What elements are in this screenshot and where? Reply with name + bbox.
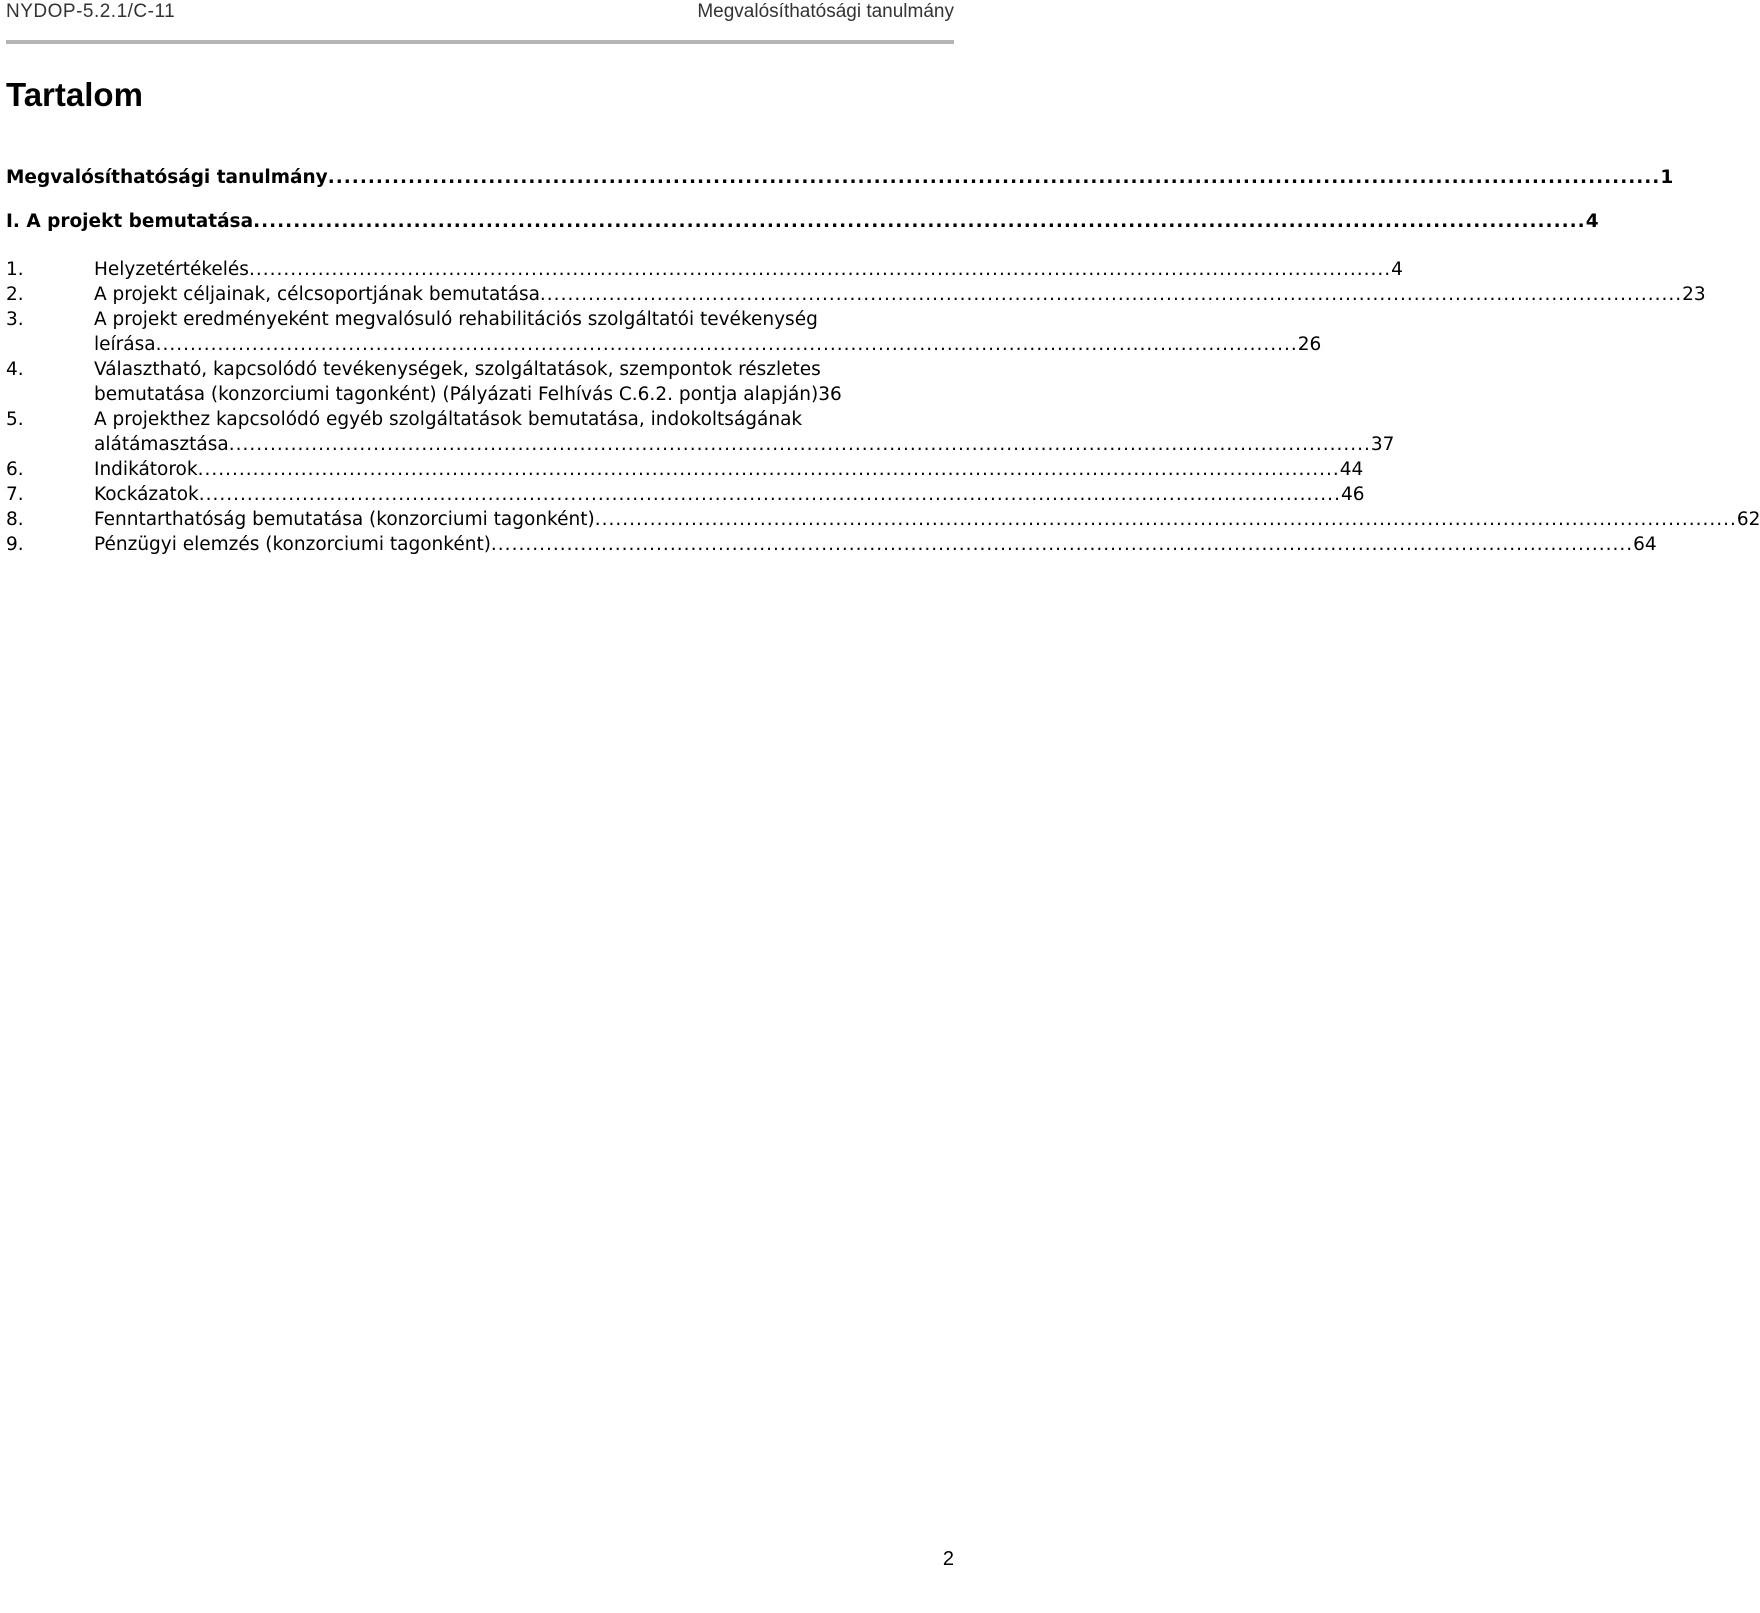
toc-page-number: 26 <box>1297 334 1322 355</box>
toc-page-number: 64 <box>1633 534 1657 555</box>
toc-page-number: 23 <box>1682 284 1706 305</box>
toc-leader-dots: ...................................................................................................................................................................... <box>228 434 1371 455</box>
toc-page-number: 1 <box>1660 167 1674 188</box>
document-code: NYDOP-5.2.1/C-11 <box>6 1 176 22</box>
toc-leader-dots: ...................................................................................................................................................................... <box>594 509 1737 530</box>
toc-page-number: 4 <box>1391 259 1403 280</box>
toc-page-number: 62 <box>1736 509 1760 530</box>
toc-entry-4[interactable] <box>6 357 954 382</box>
toc-entry-text: Fenntarthatóság bemutatása (konzorciumi tagonként) <box>94 509 595 530</box>
toc-entry-5[interactable] <box>6 407 954 432</box>
toc-leader-dots: ...................................................................................................................................................................... <box>198 484 1341 505</box>
toc-entry-9[interactable] <box>6 532 1657 557</box>
toc-entry-text: A projekt eredményeként megvalósuló rehabilitációs szolgáltatói tevékenység <box>94 309 818 330</box>
toc-entry-number: 1. <box>6 259 24 280</box>
toc-leader-dots: ...................................................................................................................................................................... <box>490 534 1634 555</box>
toc-leader-dots: ...................................................................................................................................................................... <box>155 334 1298 355</box>
toc-page-number: 46 <box>1340 484 1365 505</box>
document-type: Megvalósíthatósági tanulmány <box>697 1 954 22</box>
toc-leader-dots: ...................................................................................................................................................................... <box>248 259 1392 280</box>
toc-entry-8[interactable] <box>6 507 1760 532</box>
page-header <box>6 0 954 44</box>
toc-entry-text: Választható, kapcsolódó tevékenységek, szolgáltatások, szempontok részletes <box>94 359 821 380</box>
toc-entry-text: leírása <box>94 334 156 355</box>
toc-entry-text: Helyzetértékelés <box>94 259 249 280</box>
toc-entry-number: 6. <box>6 459 24 480</box>
toc-entry-number: 5. <box>6 409 24 430</box>
toc-entry-3[interactable] <box>6 307 954 332</box>
toc-entry-project-presentation[interactable] <box>6 209 1599 234</box>
toc-entry-2[interactable] <box>6 282 1706 307</box>
toc-entry-number: 9. <box>6 534 24 555</box>
toc-page-number: 44 <box>1339 459 1364 480</box>
toc-entry-4-continued[interactable] <box>6 382 954 407</box>
toc-entry-number: 4. <box>6 359 24 380</box>
toc-entry-1[interactable] <box>6 257 1403 282</box>
toc-entry-6[interactable] <box>6 457 1364 482</box>
toc-entry-5-continued[interactable] <box>6 432 1395 457</box>
toc-leader-dots: ...................................................................................................................................................................... <box>253 211 1586 232</box>
toc-leader-dots: ...................................................................................................................................................................... <box>327 167 1661 188</box>
toc-entry-text: Megvalósíthatósági tanulmány <box>6 167 328 188</box>
toc-entry-text: A projekt céljainak, célcsoportjának bemutatása <box>94 284 540 305</box>
toc-page-number: 4 <box>1585 211 1599 232</box>
toc-entry-number: 2. <box>6 284 24 305</box>
toc-leader-dots: ...................................................................................................................................................................... <box>539 284 1683 305</box>
toc-entry-text: I. A projekt bemutatása <box>6 211 254 232</box>
page-number: 2 <box>942 1548 954 1570</box>
toc-entry-text: bemutatása (konzorciumi tagonként) (Pályázati Felhívás C.6.2. pontja alapján)36 <box>94 384 842 405</box>
toc-entry-feasibility-study[interactable] <box>6 165 1674 190</box>
toc-entry-7[interactable] <box>6 482 1365 507</box>
toc-entry-text: alátámasztása <box>94 434 229 455</box>
toc-entry-3-continued[interactable] <box>6 332 1322 357</box>
toc-entry-text: A projekthez kapcsolódó egyéb szolgáltatások bemutatása, indokoltságának <box>94 409 803 430</box>
toc-entry-number: 8. <box>6 509 24 530</box>
toc-page-number: 37 <box>1370 434 1395 455</box>
toc-entry-text: Kockázatok <box>94 484 199 505</box>
toc-title: Tartalom <box>6 76 143 113</box>
toc-entry-number: 3. <box>6 309 24 330</box>
toc-entry-text: Pénzügyi elemzés (konzorciumi tagonként) <box>94 534 491 555</box>
toc-entry-number: 7. <box>6 484 24 505</box>
toc-entry-text: Indikátorok <box>94 459 198 480</box>
toc-leader-dots: ...................................................................................................................................................................... <box>197 459 1340 480</box>
